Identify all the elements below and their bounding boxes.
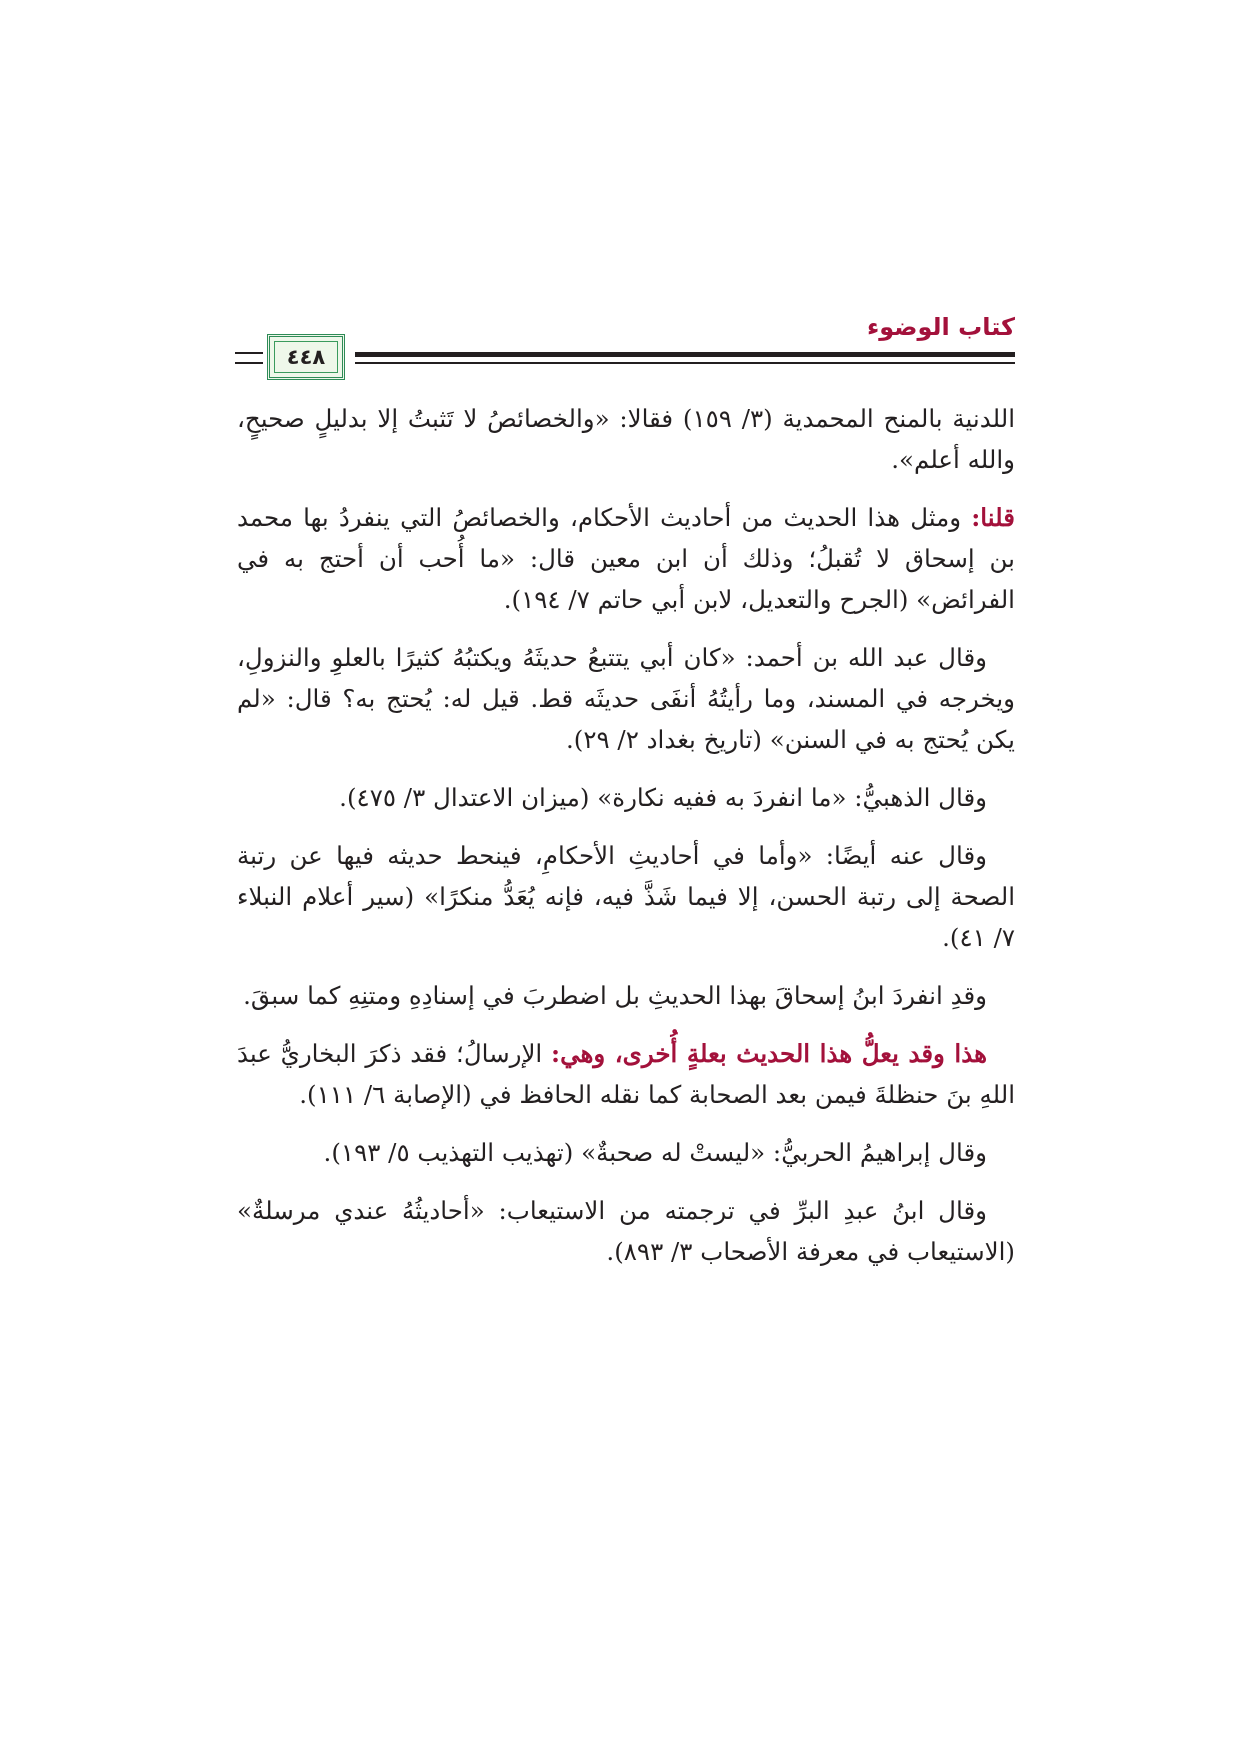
paragraph-6 [237, 975, 1015, 1016]
page-number: ٤٤٨ [286, 345, 326, 369]
paragraph-9-text: وقال ابنُ عبدِ البرِّ في ترجمته من الاستيعاب: «أحاديثُهُ عندي مرسلةٌ» (الاستيعاب في معرفة الأصحاب ٣/ ٨٩٣). [237, 1196, 1015, 1266]
header-rule-left-bottom [235, 362, 263, 364]
header-rule-left-top [235, 352, 263, 354]
paragraph-4-text: وقال الذهبيُّ: «ما انفردَ به ففيه نكارة» (ميزان الاعتدال ٣/ ٤٧٥). [339, 783, 987, 812]
paragraph-7 [237, 1033, 1015, 1115]
paragraph-5-text: وقال عنه أيضًا: «وأما في أحاديثِ الأحكامِ، فينحط حديثه فيها عن رتبة الصحة إلى رتبة الحسن، إلا فيما شَذَّ فيه، فإنه يُعَدُّ منكرًا» (سير أعلام النبلاء ٧/ ٤١). [237, 841, 1015, 952]
header-rule-thin [355, 362, 1015, 364]
paragraph-3 [237, 637, 1015, 760]
paragraph-8-text: وقال إبراهيمُ الحربيُّ: «ليستْ له صحبةٌ» (تهذيب التهذيب ٥/ ١٩٣). [323, 1138, 987, 1167]
paragraph-3-text: وقال عبد الله بن أحمد: «كان أبي يتتبعُ حديثَهُ ويكتبُهُ كثيرًا بالعلوِ والنزولِ، ويخرجه في المسند، وما رأيتُهُ أنفَى حديثَه قط. قيل له: يُحتج به؟ قال: «لم يكن يُحتج به في السنن» (تاريخ بغداد ٢/ ٢٩). [237, 643, 1015, 754]
book-title: كتاب الوضوء [866, 313, 1015, 341]
page-number-frame [267, 334, 345, 380]
page-header [235, 312, 1015, 384]
paragraph-1 [237, 398, 1015, 480]
paragraph-7-text: الإرسالُ؛ فقد ذكرَ البخاريُّ عبدَ اللهِ بنَ حنظلةَ فيمن بعد الصحابة كما نقله الحافظ في (الإصابة ٦/ ١١١). [237, 1039, 1015, 1109]
paragraph-1-text: اللدنية بالمنح المحمدية (٣/ ١٥٩) فقالا: «والخصائصُ لا تَثبتُ إلا بدليلٍ صحيحٍ، والله أعلم». [237, 404, 1015, 474]
paragraph-2-lead: قلنا: [971, 503, 1015, 532]
paragraph-5 [237, 835, 1015, 958]
paragraph-2 [237, 497, 1015, 620]
paragraph-4 [237, 777, 1015, 818]
header-rule-thick [355, 352, 1015, 357]
page-body [237, 398, 1015, 1289]
paragraph-7-lead: هذا وقد يعلُّ هذا الحديث بعلةٍ أُخرى، وهي: [551, 1039, 987, 1068]
paragraph-6-text: وقدِ انفردَ ابنُ إسحاقَ بهذا الحديثِ بل اضطربَ في إسنادِهِ ومتنِهِ كما سبقَ. [243, 981, 987, 1010]
paragraph-8 [237, 1132, 1015, 1173]
paragraph-2-text: ومثل هذا الحديث من أحاديث الأحكام، والخصائصُ التي ينفردُ بها محمد بن إسحاق لا تُقبلُ؛ وذلك أن ابن معين قال: «ما أُحب أن أحتج به في الفرائض» (الجرح والتعديل، لابن أبي حاتم ٧/ ١٩٤). [237, 503, 1015, 614]
paragraph-9 [237, 1190, 1015, 1272]
